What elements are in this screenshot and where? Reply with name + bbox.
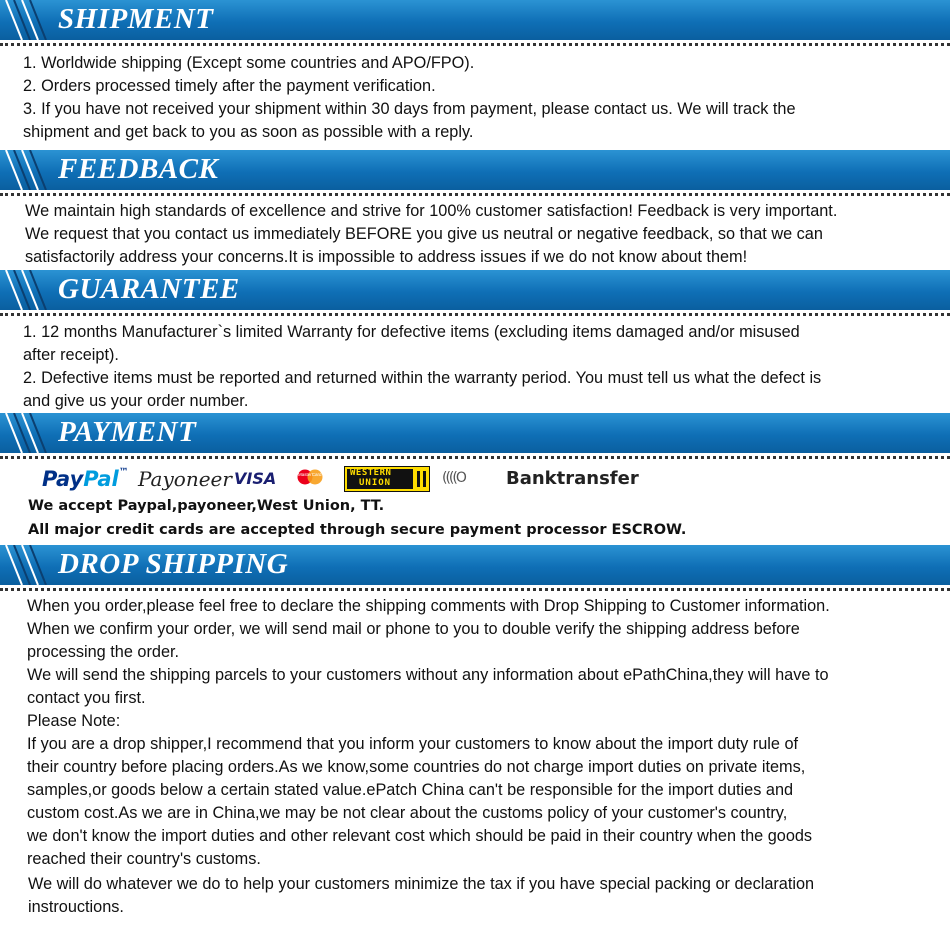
feedback-line: satisfactorily address your concerns.It is impossible to address issues if we do not know about them! [25, 248, 748, 266]
shipment-banner [0, 0, 950, 40]
shipment-title: SHIPMENT [58, 3, 214, 35]
payment-title: PAYMENT [58, 416, 197, 448]
guarantee-line: after receipt). [23, 346, 119, 364]
paypal-logo-part: Pal [83, 467, 119, 491]
dotted-divider [0, 456, 950, 459]
western-union-word: WESTERN [350, 468, 392, 478]
drop-shipping-line: We will send the shipping parcels to your customers without any information about ePathChina,they will have to [27, 666, 829, 684]
drop-shipping-title: DROP SHIPPING [58, 548, 289, 580]
shipment-line: 2. Orders processed timely after the payment verification. [23, 77, 436, 95]
guarantee-line: 2. Defective items must be reported and returned within the warranty period. You must tell us what the defect is [23, 369, 822, 387]
feedback-title: FEEDBACK [58, 153, 219, 185]
drop-shipping-line: We will do whatever we do to help your customers minimize the tax if you have special packing or declaration [28, 875, 815, 893]
drop-shipping-section [0, 545, 950, 919]
shipment-line: 1. Worldwide shipping (Except some countries and APO/FPO). [23, 54, 475, 72]
payment-banner [0, 413, 950, 453]
payment-line: We accept Paypal,payoneer,West Union, TT. [28, 498, 385, 514]
guarantee-title: GUARANTEE [58, 273, 240, 305]
drop-shipping-line: reached their country's customs. [27, 850, 261, 868]
payment-section [0, 413, 950, 538]
payment-line: All major credit cards are accepted through secure payment processor ESCROW. [28, 522, 687, 538]
paypal-logo-part: Pay [42, 467, 84, 491]
drop-shipping-line: custom cost.As we are in China,we may be not clear about the customs policy of your customer's country, [27, 804, 788, 822]
drop-shipping-banner [0, 545, 950, 585]
guarantee-line: and give us your order number. [23, 392, 249, 410]
shipment-line: shipment and get back to you as soon as possible with a reply. [23, 123, 474, 141]
drop-shipping-line: instrouctions. [28, 898, 124, 916]
feedback-line: We request that you contact us immediately BEFORE you give us neutral or negative feedback, so that we can [25, 225, 823, 243]
visa-logo: VISA [234, 469, 277, 488]
paypal-tm: ™ [118, 467, 129, 478]
paypal-logo [42, 467, 129, 491]
feedback-line: We maintain high standards of excellence and strive for 100% customer satisfaction! Feedback is very important. [25, 202, 838, 220]
drop-shipping-line: When you order,please feel free to declare the shipping comments with Drop Shipping to Customer information. [27, 597, 830, 615]
mastercard-label: MasterCard [298, 472, 322, 477]
payment-logos [0, 463, 950, 497]
banktransfer-logo: Banktransfer [506, 468, 639, 489]
contactless-icon: ((((O [442, 470, 465, 486]
drop-shipping-line: their country before placing orders.As we know,some countries do not charge import duties on private items, [27, 758, 806, 776]
drop-shipping-line: Please Note: [27, 712, 121, 730]
drop-shipping-line: When we confirm your order, we will send mail or phone to you to double verify the shipping address before [27, 620, 800, 638]
drop-shipping-line: contact you first. [27, 689, 146, 707]
feedback-banner [0, 150, 950, 190]
western-union-logo [344, 466, 430, 492]
western-union-word: UNION [359, 478, 392, 488]
drop-shipping-line: If you are a drop shipper,I recommend that you inform your customers to know about the import duty rule of [27, 735, 799, 753]
guarantee-banner [0, 270, 950, 310]
stripes-icon [0, 413, 60, 453]
drop-shipping-line: processing the order. [27, 643, 180, 661]
shipment-line: 3. If you have not received your shipment within 30 days from payment, please contact us. We will track the [23, 100, 796, 118]
drop-shipping-line: samples,or goods below a certain stated value.ePatch China can't be responsible for the import duties and [27, 781, 794, 799]
stripes-icon [0, 270, 60, 310]
stripes-icon [0, 150, 60, 190]
guarantee-line: 1. 12 months Manufacturer`s limited Warranty for defective items (excluding items damaged and/or misused [23, 323, 800, 341]
stripes-icon [0, 0, 60, 40]
drop-shipping-line: we don't know the import duties and other relevant cost which should be paid in their country when the goods [27, 827, 813, 845]
feedback-section [0, 150, 950, 269]
payoneer-logo: Payoneer [138, 467, 232, 491]
mastercard-logo [295, 469, 325, 489]
stripes-icon [0, 545, 60, 585]
shipment-section [0, 0, 950, 144]
guarantee-section [0, 270, 950, 413]
